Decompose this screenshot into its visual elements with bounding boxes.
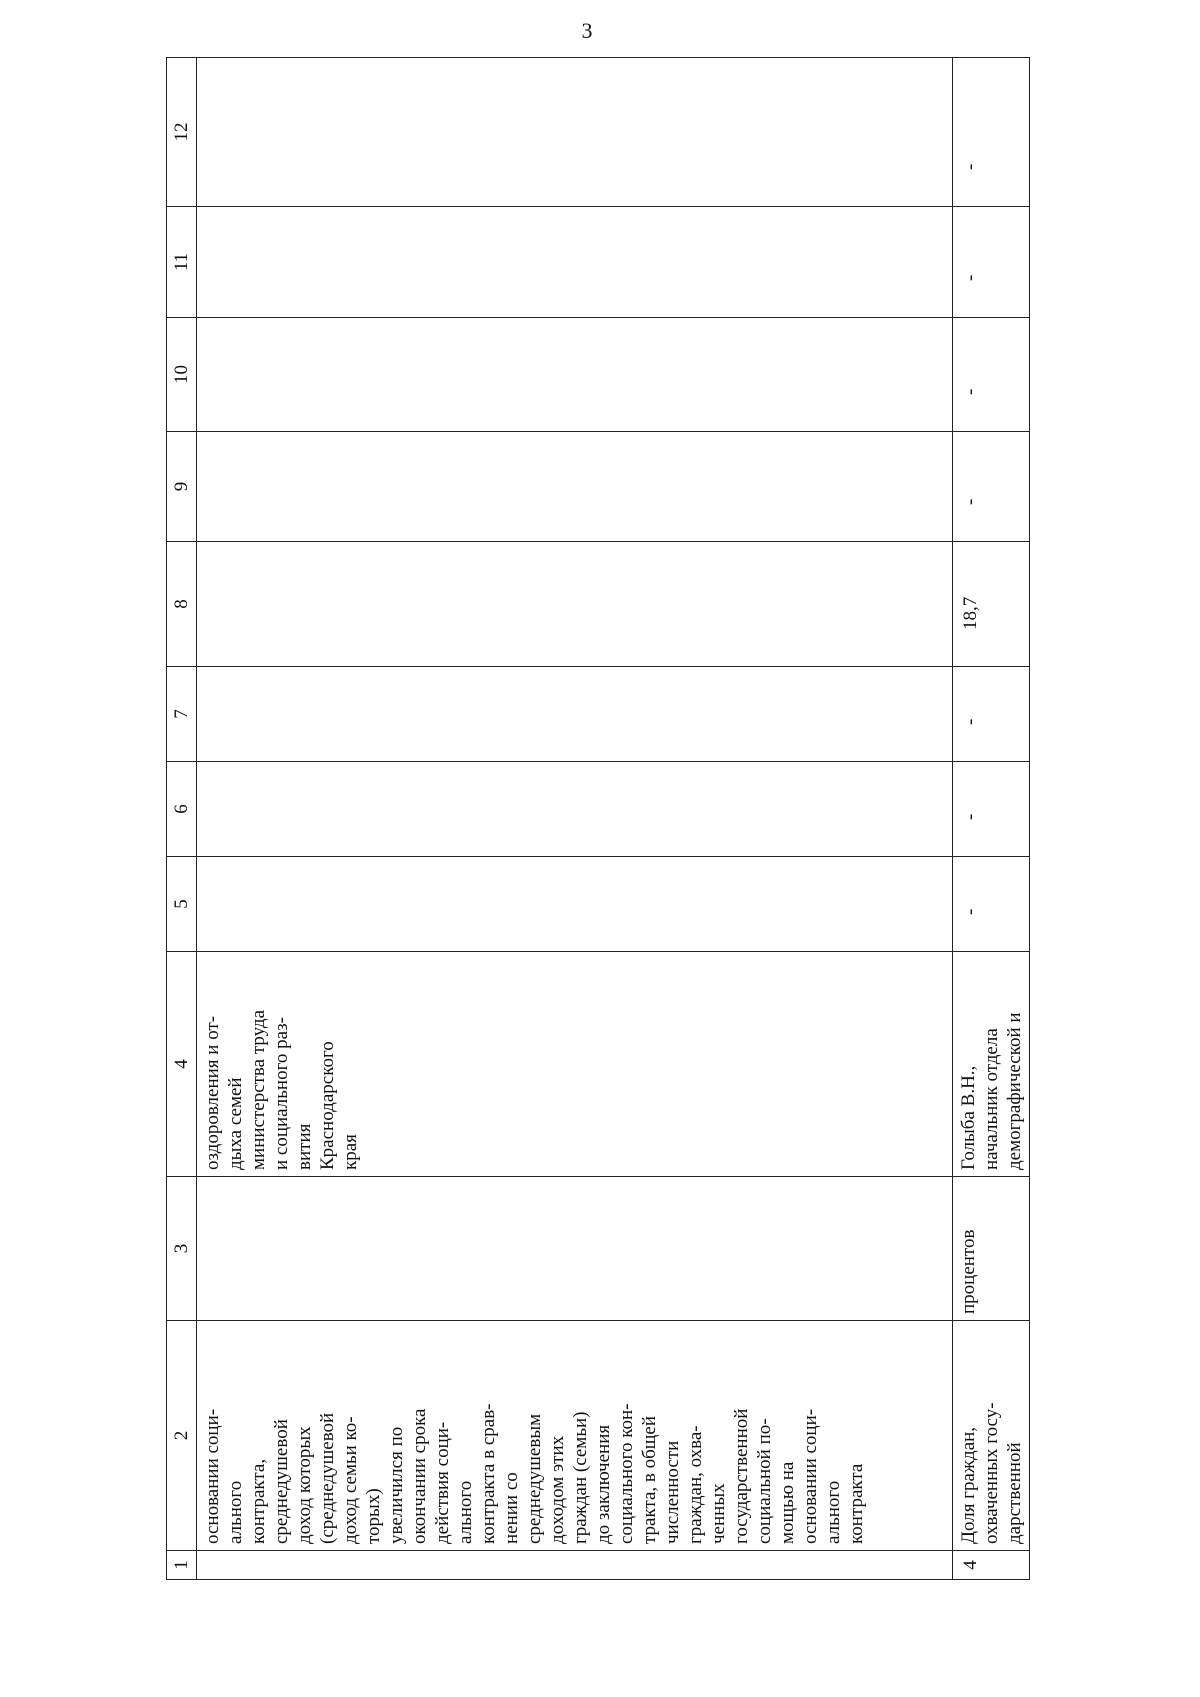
value-cell: 18,7 xyxy=(953,542,1030,667)
value-cell xyxy=(197,58,953,207)
responsible-cell: Голыба В.Н., начальник отдела демографической и xyxy=(953,952,1030,1177)
value-cell xyxy=(197,857,953,952)
header-cell: 7 xyxy=(167,667,197,762)
table-row xyxy=(197,58,953,1580)
indicator-table xyxy=(166,57,1030,1580)
value-cell xyxy=(197,667,953,762)
header-cell: 9 xyxy=(167,432,197,542)
table-row xyxy=(953,58,1030,1580)
value-cell xyxy=(197,318,953,432)
row-number-cell: 4 xyxy=(953,1551,1030,1580)
header-cell: 1 xyxy=(167,1551,197,1580)
header-cell: 6 xyxy=(167,762,197,857)
value-cell: - xyxy=(953,432,1030,542)
header-row xyxy=(167,58,197,1580)
value-cell xyxy=(197,207,953,318)
value-cell xyxy=(197,542,953,667)
value-cell: - xyxy=(953,318,1030,432)
rotated-table-container xyxy=(166,58,1026,1580)
header-cell: 10 xyxy=(167,318,197,432)
indicator-name-cell: основании соци- ального контракта, среднедушевой доход которых (среднедушевой доход семьи ко- торых) увеличился по окончании срока действия соци- ального контракта в срав- нении со среднедушевым доходом этих граждан (семьи) до заключения социального кон- тракта, в общей численности граждан, охва- ченных государственной социальной по- мощью на основании соци- ального контракта xyxy=(197,1321,953,1551)
header-cell: 8 xyxy=(167,542,197,667)
header-cell: 4 xyxy=(167,952,197,1177)
value-cell: - xyxy=(953,762,1030,857)
unit-cell xyxy=(197,1177,953,1321)
header-cell: 2 xyxy=(167,1321,197,1551)
header-cell: 3 xyxy=(167,1177,197,1321)
value-cell: - xyxy=(953,207,1030,318)
unit-cell: процентов xyxy=(953,1177,1030,1321)
value-cell xyxy=(197,762,953,857)
value-cell xyxy=(197,432,953,542)
value-cell: - xyxy=(953,667,1030,762)
page-number: 3 xyxy=(581,18,593,43)
value-cell: - xyxy=(953,857,1030,952)
indicator-name-cell: Доля граждан, охваченных госу- дарственной xyxy=(953,1321,1030,1551)
value-cell: - xyxy=(953,58,1030,207)
header-cell: 12 xyxy=(167,58,197,207)
responsible-cell: оздоровления и от- дыха семей министерства труда и социального раз- вития Краснодарского края xyxy=(197,952,953,1177)
header-cell: 11 xyxy=(167,207,197,318)
row-number-cell xyxy=(197,1551,953,1580)
header-cell: 5 xyxy=(167,857,197,952)
